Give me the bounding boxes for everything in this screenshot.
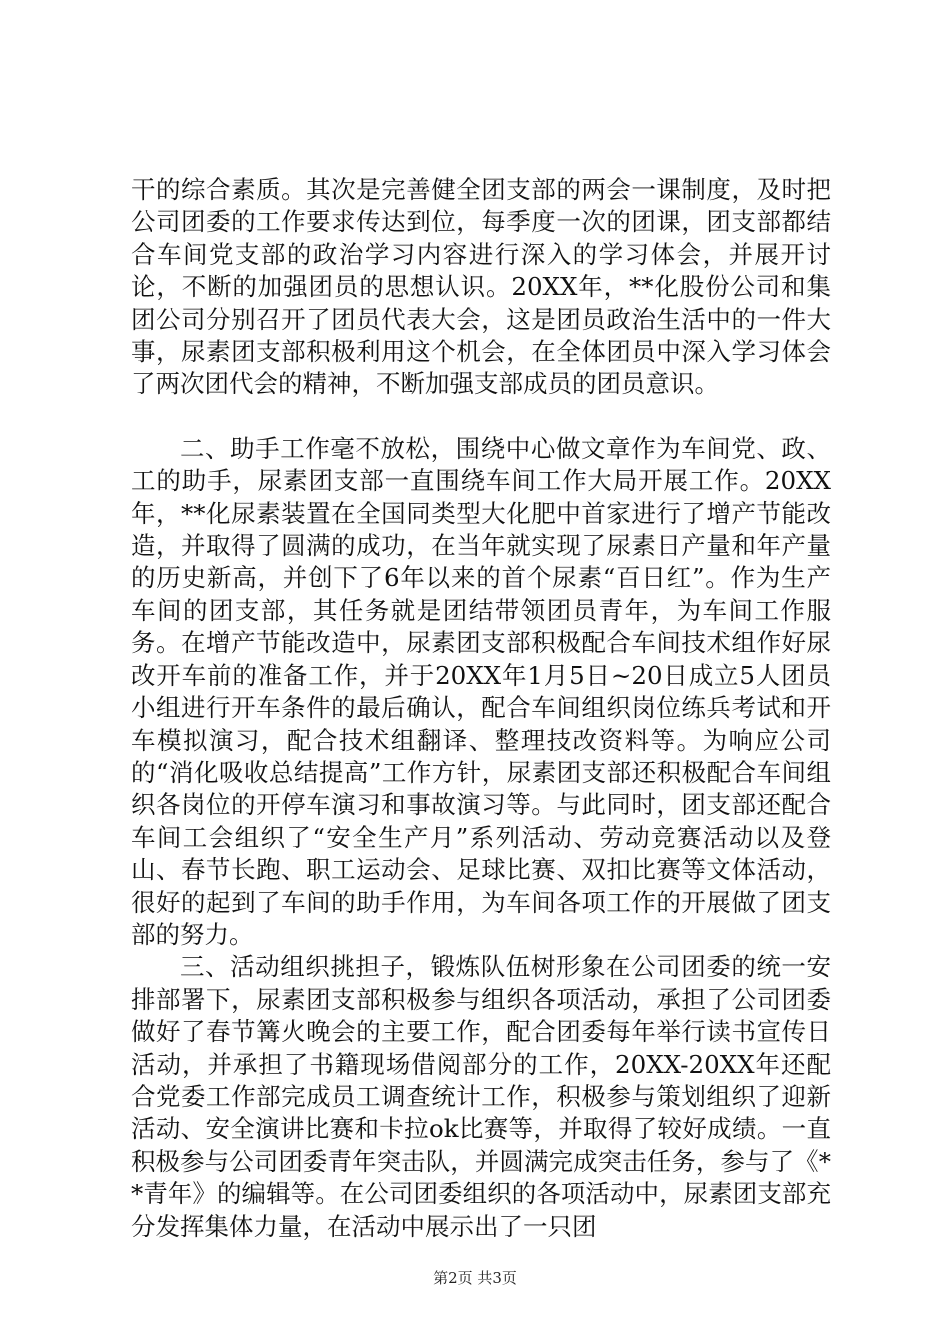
page-number-footer: 第2页 共3页 <box>433 1269 517 1287</box>
paragraph-continuation: 干的综合素质。其次是完善健全团支部的两会一课制度，及时把公司团委的工作要求传达到位，每季度一次的团课，团支部都结合车间党支部的政治学习内容进行深入的学习体会，并展开讨论，不断的加强团员的思想认识。20XX年，**化股份公司和集团公司分别召开了团员代表大会，这是团员政治生活中的一件大事，尿素团支部积极利用这个机会，在全体团员中深入学习体会了两次团代会的精神，不断加强支部成员的团员意识。 <box>131 175 831 399</box>
paragraph-section-three: 三、活动组织挑担子，锻炼队伍树形象在公司团委的统一安排部署下，尿素团支部积极参与组织各项活动，承担了公司团委做好了春节篝火晚会的主要工作，配合团委每年举行读书宣传日活动，并承担了书籍现场借阅部分的工作，20XX-20XX年还配合党委工作部完成员工调查统计工作，积极参与策划组织了迎新活动、安全演讲比赛和卡拉ok比赛等，并取得了较好成绩。一直积极参与公司团委青年突击队，并圆满完成突击任务，参与了《**青年》的编辑等。在公司团委组织的各项活动中，尿素团支部充分发挥集体力量，在活动中展示出了一只团 <box>131 952 831 1241</box>
paragraph-section-two: 二、助手工作毫不放松，围绕中心做文章作为车间党、政、工的助手，尿素团支部一直围绕车间工作大局开展工作。20XX年，**化尿素装置在全国同类型大化肥中首家进行了增产节能改造，并取得了圆满的成功，在当年就实现了尿素日产量和年产量的历史新高，并创下了6年以来的首个尿素“百日红”。作为生产车间的团支部，其任务就是团结带领团员青年，为车间工作服务。在增产节能改造中，尿素团支部积极配合车间技术组作好尿改开车前的准备工作，并于20XX年1月5日~20日成立5人团员小组进行开车条件的最后确认，配合车间组织岗位练兵考试和开车模拟演习，配合技术组翻译、整理技改资料等。为响应公司的“消化吸收总结提高”工作方针，尿素团支部还积极配合车间组织各岗位的开停车演习和事故演习等。与此同时，团支部还配合车间工会组织了“安全生产月”系列活动、劳动竞赛活动以及登山、春节长跑、职工运动会、足球比赛、双扣比赛等文体活动，很好的起到了车间的助手作用，为车间各项工作的开展做了团支部的努力。 <box>131 433 831 949</box>
paragraph-spacer <box>131 401 831 433</box>
document-body <box>131 174 831 1243</box>
